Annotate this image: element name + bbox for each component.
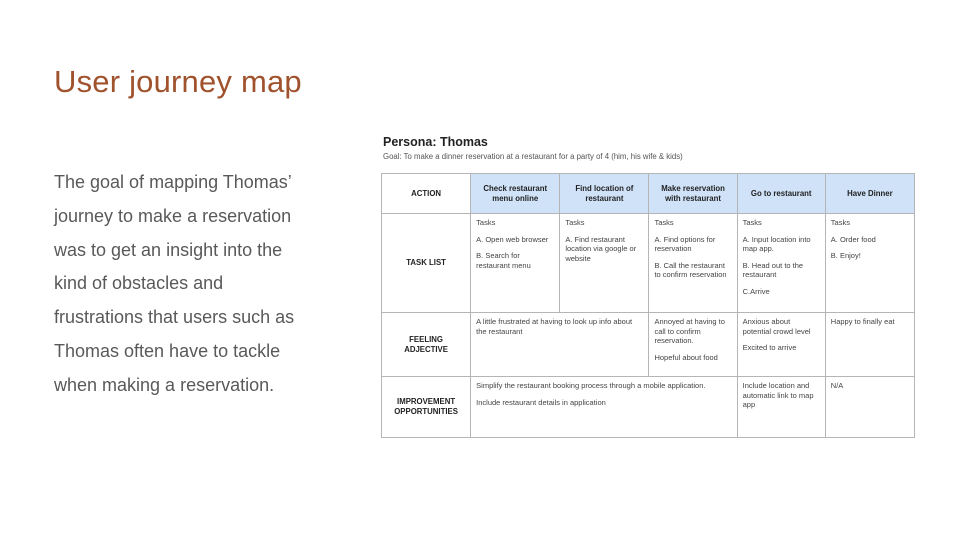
- task-cell: Tasks A. Order food B. Enjoy!: [825, 214, 914, 313]
- task-cell: Tasks A. Find restaurant location via google or website: [560, 214, 649, 313]
- stage-header: Find location of restaurant: [560, 174, 649, 214]
- task-cell: Tasks A. Input location into map app. B. Head out to the restaurant C.Arrive: [737, 214, 825, 313]
- task-list-row: [382, 214, 915, 313]
- improvement-cell: Simplify the restaurant booking process through a mobile application. Include restaurant details in application: [471, 377, 737, 438]
- feeling-cell: Annoyed at having to call to confirm reservation. Hopeful about food: [649, 313, 737, 377]
- task-cell: Tasks A. Find options for reservation B. Call the restaurant to confirm reservation: [649, 214, 737, 313]
- journey-map-table: [381, 173, 915, 438]
- action-row: [382, 174, 915, 214]
- row-label-task-list: TASK LIST: [382, 214, 471, 313]
- slide-body-text: The goal of mapping Thomas’ journey to make a reservation was to get an insight into the kind of obstacles and frustrations that users such as Thomas often have to tackle when making a reservation.: [54, 172, 295, 395]
- feeling-row: [382, 313, 915, 377]
- stage-header: Have Dinner: [825, 174, 914, 214]
- action-header: ACTION: [382, 174, 471, 214]
- improvement-cell: N/A: [825, 377, 914, 438]
- persona-title: Persona: Thomas: [383, 135, 488, 149]
- row-label-improvement: IMPROVEMENT OPPORTUNITIES: [382, 377, 471, 438]
- feeling-cell: A little frustrated at having to look up info about the restaurant: [471, 313, 649, 377]
- row-label-feeling: FEELING ADJECTIVE: [382, 313, 471, 377]
- feeling-cell: Anxious about potential crowd level Excited to arrive: [737, 313, 825, 377]
- slide-title: User journey map: [54, 64, 302, 99]
- improvement-cell: Include location and automatic link to map app: [737, 377, 825, 438]
- improvement-row: [382, 377, 915, 438]
- stage-header: Go to restaurant: [737, 174, 825, 214]
- task-cell: Tasks A. Open web browser B. Search for restaurant menu: [471, 214, 560, 313]
- persona-goal: Goal: To make a dinner reservation at a restaurant for a party of 4 (him, his wife & kids): [383, 152, 683, 161]
- feeling-cell: Happy to finally eat: [825, 313, 914, 377]
- stage-header: Make reservation with restaurant: [649, 174, 737, 214]
- stage-header: Check restaurant menu online: [471, 174, 560, 214]
